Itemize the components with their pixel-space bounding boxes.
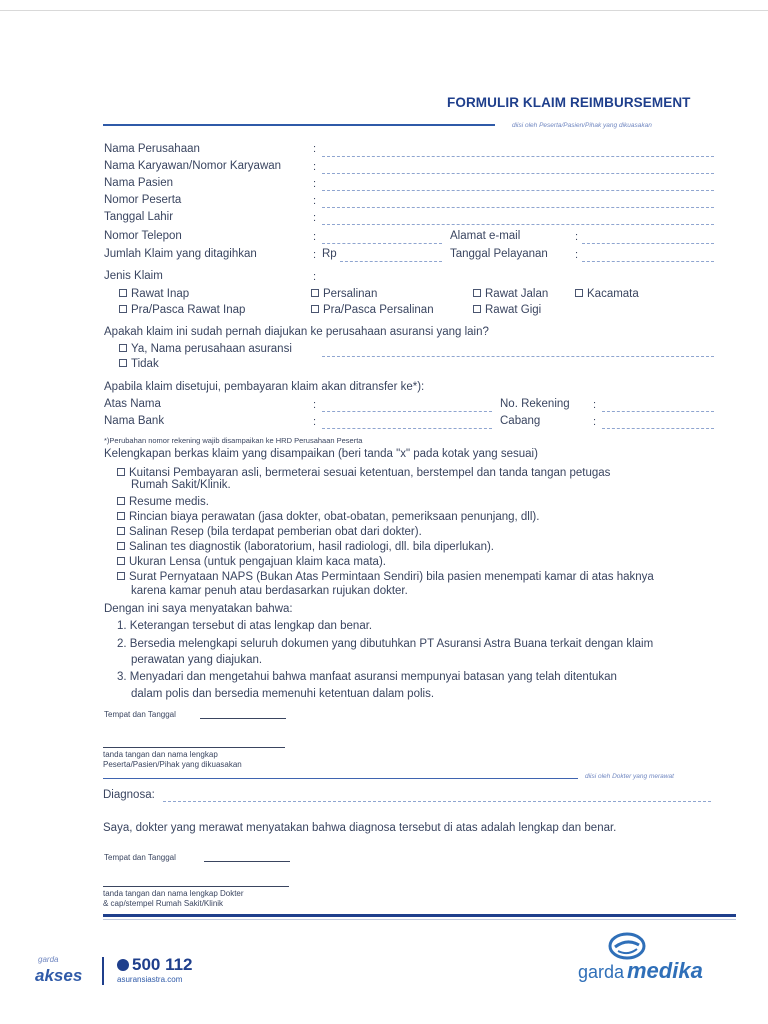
page-edge-line xyxy=(0,10,768,11)
label-diagnosis: Diagnosa: xyxy=(103,789,155,801)
phone-number-field[interactable] xyxy=(322,243,442,244)
checkbox-box[interactable] xyxy=(311,289,319,297)
checkbox-box[interactable] xyxy=(119,305,127,313)
participant-number-field[interactable] xyxy=(322,207,714,208)
currency-rp: Rp xyxy=(322,248,337,260)
checkbox-doc-prescription[interactable]: Salinan Resep (bila terdapat pemberian obat dari dokter). xyxy=(117,526,422,538)
header-rule xyxy=(103,124,495,126)
label-claim-amount: Jumlah Klaim yang ditagihkan xyxy=(104,248,257,260)
signature-label-1: tanda tangan dan nama lengkap xyxy=(103,750,218,759)
footer-rule-thin xyxy=(103,919,736,920)
doctor-signature-label-1: tanda tangan dan nama lengkap Dokter xyxy=(103,889,244,898)
checkbox-box[interactable] xyxy=(117,527,125,535)
colon: : xyxy=(313,212,317,224)
place-date-field[interactable] xyxy=(200,718,286,719)
checkbox-rawat-jalan[interactable]: Rawat Jalan xyxy=(473,288,548,300)
branch-field[interactable] xyxy=(602,428,714,429)
form-title: FORMULIR KLAIM REIMBURSEMENT xyxy=(447,95,691,110)
label-employee-name-number: Nama Karyawan/Nomor Karyawan xyxy=(104,160,282,172)
checkbox-doc-lens-size[interactable]: Ukuran Lensa (untuk pengajuan klaim kaca mata). xyxy=(117,556,386,568)
declaration-2: 2. Bersedia melengkapi seluruh dokumen yang dibutuhkan PT Asuransi Astra Buana terkait dengan klaim xyxy=(117,638,654,650)
checkbox-box[interactable] xyxy=(117,468,125,476)
checkbox-box[interactable] xyxy=(119,359,127,367)
claim-amount-field[interactable] xyxy=(340,261,442,262)
doctor-signature-line[interactable] xyxy=(103,886,289,887)
footer-divider xyxy=(102,957,104,985)
website: asuransiastra.com xyxy=(117,975,183,984)
garda-akses-small: garda xyxy=(38,955,59,964)
checkbox-box[interactable] xyxy=(119,289,127,297)
email-field[interactable] xyxy=(582,243,714,244)
label-branch: Cabang xyxy=(500,415,541,427)
checkbox-pra-pasca-rawat-inap[interactable]: Pra/Pasca Rawat Inap xyxy=(119,304,245,316)
colon: : xyxy=(313,195,317,207)
colon: : xyxy=(575,249,579,261)
label-place-date-doctor: Tempat dan Tanggal xyxy=(104,853,176,862)
colon: : xyxy=(313,178,317,190)
brand-garda: garda xyxy=(578,962,625,982)
colon: : xyxy=(313,231,317,243)
doc-receipt-continued: Rumah Sakit/Klinik. xyxy=(131,479,231,491)
label-birth-date: Tanggal Lahir xyxy=(104,211,174,223)
transfer-instruction: Apabila klaim disetujui, pembayaran klaim akan ditransfer ke*): xyxy=(104,381,425,393)
label-place-date: Tempat dan Tanggal xyxy=(104,710,176,719)
account-name-field[interactable] xyxy=(322,411,492,412)
checkbox-doc-naps-letter[interactable]: Surat Pernyataan NAPS (Bukan Atas Permintaan Sendiri) bila pasien menempati kamar di atas haknya xyxy=(117,571,654,583)
checkbox-rawat-inap[interactable]: Rawat Inap xyxy=(119,288,189,300)
checkbox-box[interactable] xyxy=(117,512,125,520)
checkbox-rawat-gigi[interactable]: Rawat Gigi xyxy=(473,304,541,316)
colon: : xyxy=(313,416,317,428)
declaration-3: 3. Menyadari dan mengetahui bahwa manfaat asuransi mempunyai batasan yang telah ditentukan xyxy=(117,671,617,683)
signature-label-2: Peserta/Pasien/Pihak yang dikuasakan xyxy=(103,760,242,769)
declaration-2-continued: perawatan yang diajukan. xyxy=(131,654,263,666)
note-filled-by-doctor: diisi oleh Dokter yang merawat xyxy=(585,773,674,780)
label-participant-number: Nomor Peserta xyxy=(104,194,182,206)
patient-name-field[interactable] xyxy=(322,190,714,191)
checkbox-pra-pasca-persalinan[interactable]: Pra/Pasca Persalinan xyxy=(311,304,434,316)
hotline: 500 112 xyxy=(117,955,193,975)
label-email: Alamat e-mail xyxy=(450,230,521,242)
doctor-signature-label-2: & cap/stempel Rumah Sakit/Klinik xyxy=(103,899,224,908)
colon: : xyxy=(593,399,597,411)
doctor-section-rule xyxy=(103,778,578,779)
checkbox-box[interactable] xyxy=(119,344,127,352)
checkbox-box[interactable] xyxy=(575,289,583,297)
documents-title: Kelengkapan berkas klaim yang disampaikan (beri tanda "x" pada kotak yang sesuai) xyxy=(104,448,538,460)
brand-medika: medika xyxy=(627,958,703,983)
checkbox-box[interactable] xyxy=(117,557,125,565)
account-change-footnote: *)Perubahan nomor rekening wajib disampaikan ke HRD Perusahaan Peserta xyxy=(104,436,363,445)
label-patient-name: Nama Pasien xyxy=(104,177,174,189)
checkbox-box[interactable] xyxy=(117,497,125,505)
colon: : xyxy=(313,249,317,261)
colon: : xyxy=(313,161,317,173)
account-number-field[interactable] xyxy=(602,411,714,412)
label-company-name: Nama Perusahaan xyxy=(104,143,200,155)
label-service-date: Tanggal Pelayanan xyxy=(450,248,548,260)
label-account-number: No. Rekening xyxy=(500,398,570,410)
declaration-intro: Dengan ini saya menyatakan bahwa: xyxy=(104,603,293,615)
checkbox-doc-receipt[interactable]: Kuitansi Pembayaran asli, bermeterai sesuai ketentuan, berstempel dan tanda tangan petugas xyxy=(117,467,610,479)
checkbox-doc-medical-resume[interactable]: Resume medis. xyxy=(117,496,209,508)
service-date-field[interactable] xyxy=(582,261,714,262)
birth-date-field[interactable] xyxy=(322,224,714,225)
checkbox-persalinan[interactable]: Persalinan xyxy=(311,288,377,300)
diagnosis-field[interactable] xyxy=(163,801,711,802)
label-phone-number: Nomor Telepon xyxy=(104,230,182,242)
colon: : xyxy=(575,231,579,243)
colon: : xyxy=(313,399,317,411)
checkbox-box[interactable] xyxy=(117,542,125,550)
checkbox-doc-diagnostic[interactable]: Salinan tes diagnostik (laboratorium, hasil radiologi, dll. bila diperlukan). xyxy=(117,541,494,553)
colon: : xyxy=(313,271,317,283)
phone-icon xyxy=(117,959,129,971)
label-claim-type: Jenis Klaim xyxy=(104,270,163,282)
checkbox-box[interactable] xyxy=(473,305,481,313)
declaration-3-continued: dalam polis dan bersedia memenuhi ketentuan dalam polis. xyxy=(131,688,435,700)
doc-naps-continued: karena kamar penuh atau berdasarkan rujukan dokter. xyxy=(131,585,408,597)
checkbox-kacamata[interactable]: Kacamata xyxy=(575,288,639,300)
checkbox-box[interactable] xyxy=(311,305,319,313)
checkbox-box[interactable] xyxy=(473,289,481,297)
garda-akses-logo: akses xyxy=(35,966,83,985)
colon: : xyxy=(593,416,597,428)
footer-rule xyxy=(103,914,736,917)
checkbox-box[interactable] xyxy=(117,572,125,580)
checkbox-doc-cost-details[interactable]: Rincian biaya perawatan (jasa dokter, obat-obatan, pemeriksaan penunjang, dll). xyxy=(117,511,539,523)
label-account-name: Atas Nama xyxy=(104,398,161,410)
note-filled-by-participant: diisi oleh Peserta/Pasien/Pihak yang dikuasakan xyxy=(512,122,652,129)
label-bank-name: Nama Bank xyxy=(104,415,165,427)
place-date-doctor-field[interactable] xyxy=(204,861,290,862)
checkbox-prior-no[interactable]: Tidak xyxy=(119,358,159,370)
bank-name-field[interactable] xyxy=(322,428,492,429)
colon: : xyxy=(313,143,317,155)
doctor-statement: Saya, dokter yang merawat menyatakan bahwa diagnosa tersebut di atas adalah lengkap dan benar. xyxy=(103,822,617,834)
company-name-field[interactable] xyxy=(322,156,714,157)
participant-signature-line[interactable] xyxy=(103,747,285,748)
employee-name-field[interactable] xyxy=(322,173,714,174)
declaration-1: 1. Keterangan tersebut di atas lengkap dan benar. xyxy=(117,620,373,632)
insurance-company-field[interactable] xyxy=(322,356,714,357)
checkbox-prior-yes[interactable]: Ya, Nama perusahaan asuransi xyxy=(119,343,292,355)
prior-claim-question: Apakah klaim ini sudah pernah diajukan ke perusahaan asuransi yang lain? xyxy=(104,326,489,338)
